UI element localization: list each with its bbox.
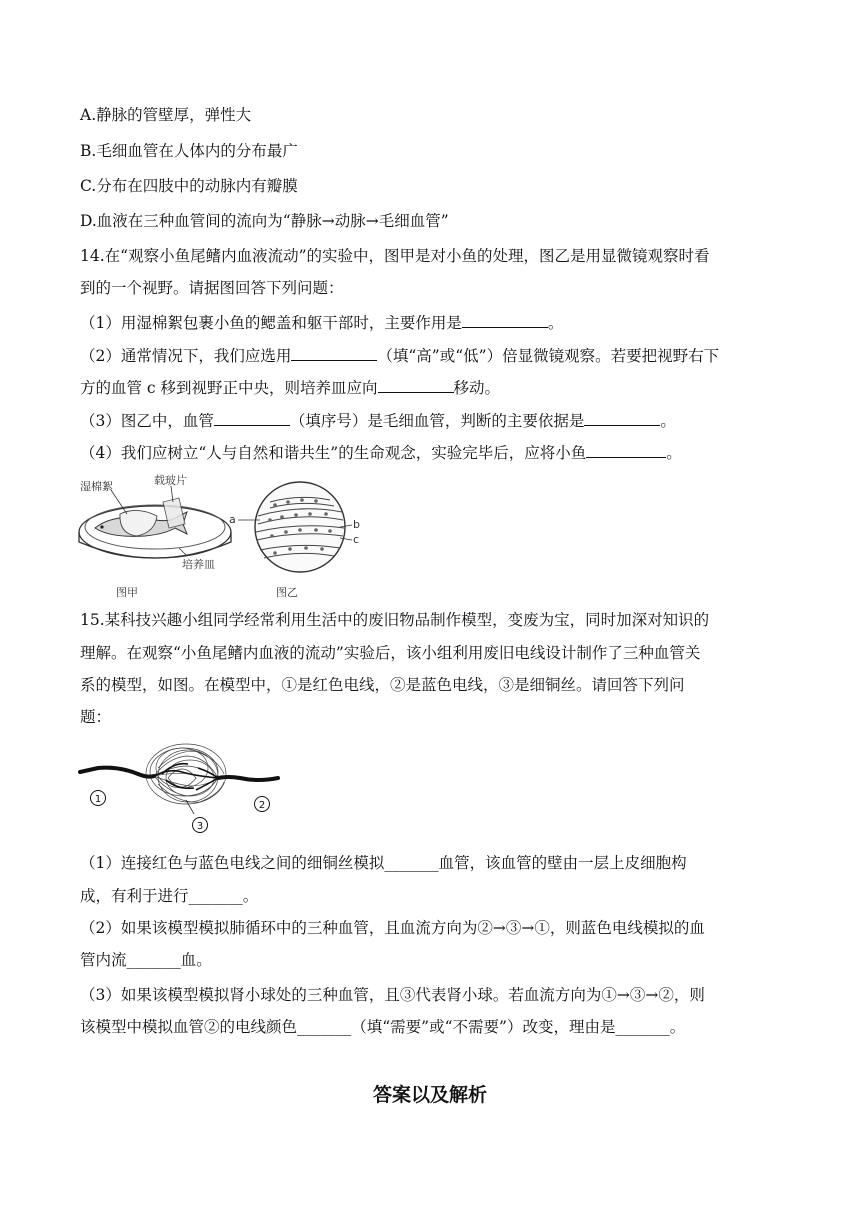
option-a: A.静脉的管壁厚，弹性大 [80, 106, 252, 124]
q15-stem-line2: 理解。在观察“小鱼尾鳍内血液的流动”实验后，该小组利用废旧电线设计制作了三种血管关 [80, 644, 701, 662]
q15-part1-cont: 成，有利于进行_______。 [80, 887, 259, 905]
q14-stem-line2: 到的一个视野。请据图回答下列问题： [80, 279, 344, 297]
caption-fig-a: 图甲 [116, 586, 138, 599]
answer-blank[interactable] [214, 411, 290, 426]
q14-part3-end: 。 [660, 412, 676, 430]
fig15-num-1: 1 [94, 794, 102, 805]
q14-part3-text2: （填序号）是毛细血管，判断的主要依据是 [289, 412, 585, 430]
q14-part1 [80, 313, 563, 333]
q15-part3: （3）如果该模型模拟肾小球处的三种血管，且③代表肾小球。若血流方向为①→③→②，则 [80, 986, 705, 1004]
q14-part2-text: （2）通常情况下，我们应选用 [80, 347, 292, 365]
q15-stem-line1: 15.某科技兴趣小组同学经常利用生活中的废旧物品制作模型，变废为宝，同时加深对知识的 [80, 611, 710, 629]
q14-part2-text3: 方的血管 c 移到视野正中央，则培养皿应向 [80, 379, 378, 397]
q14-part4 [80, 443, 682, 463]
q14-part2 [80, 346, 719, 366]
fig15-num-3: 3 [196, 821, 204, 832]
option-b: B.毛细血管在人体内的分布最广 [80, 142, 298, 160]
caption-fig-b: 图乙 [276, 586, 298, 599]
q14-part1-text: （1）用湿棉絮包裹小鱼的鳃盖和躯干部时，主要作用是 [80, 314, 462, 332]
answer-blank[interactable] [586, 443, 666, 458]
option-c: C.分布在四肢中的动脉内有瓣膜 [80, 177, 298, 195]
label-dish: 培养皿 [182, 558, 215, 571]
q15-part2: （2）如果该模型模拟肺循环中的三种血管，且血流方向为②→③→①，则蓝色电线模拟的血 [80, 919, 705, 937]
q14-part2-end: 移动。 [453, 379, 501, 397]
q14-part3-text: （3）图乙中，血管 [80, 412, 214, 430]
q15-part2-cont: 管内流_______血。 [80, 951, 212, 969]
q14-part2-text2: （填“高”或“低”）倍显微镜观察。若要把视野右下 [377, 347, 720, 365]
q14-part4-text: （4）我们应树立“人与自然和谐共生”的生命观念，实验完毕后，应将小鱼 [80, 444, 587, 462]
q14-stem-line1: 14.在“观察小鱼尾鳍内血液流动”的实验中，图甲是对小鱼的处理，图乙是用显微镜观察时看 [80, 247, 710, 265]
label-slide: 载玻片 [154, 474, 187, 487]
q14-part1-end: 。 [547, 314, 564, 332]
q15-part3-cont: 该模型中模拟血管②的电线颜色_______（填“需要”或“不需要”）改变，理由是_______。 [80, 1018, 686, 1036]
label-a: a [229, 513, 236, 526]
answer-blank[interactable] [291, 346, 377, 361]
label-cotton: 湿棉絮 [80, 480, 113, 493]
q15-stem-line3: 系的模型，如图。在模型中，①是红色电线，②是蓝色电线，③是细铜丝。请回答下列问 [80, 676, 685, 694]
q15-stem-line4: 题： [80, 708, 112, 726]
q14-part4-end: 。 [666, 444, 682, 462]
option-d: D.血液在三种血管间的流向为“静脉→动脉→毛细血管” [80, 212, 449, 230]
answer-blank[interactable] [584, 411, 660, 426]
answer-blank[interactable] [462, 313, 548, 328]
q15-part1: （1）连接红色与蓝色电线之间的细铜丝模拟_______血管，该血管的壁由一层上皮细胞构 [80, 854, 687, 872]
label-b: b [353, 518, 360, 531]
microscope-view-figure [230, 480, 360, 580]
fig15-num-2: 2 [258, 800, 266, 811]
answer-blank[interactable] [378, 378, 454, 393]
q14-part2-cont [80, 378, 500, 398]
wire-model-number-labels [78, 738, 288, 838]
label-c: c [353, 533, 360, 546]
q14-part3 [80, 411, 676, 431]
answer-heading: 答案以及解析 [372, 1084, 487, 1106]
